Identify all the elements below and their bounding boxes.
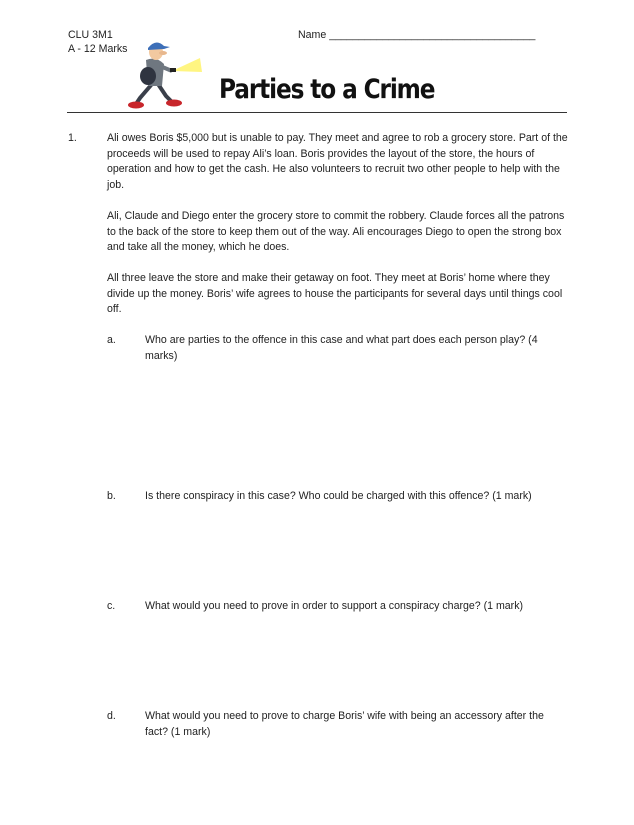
subquestion-c-letter: c. <box>107 600 116 612</box>
course-code: CLU 3M1 <box>68 29 113 41</box>
subquestion-d-text: What would you need to prove to charge Boris’ wife with being an accessory after the fact? (1 mark) <box>145 710 544 738</box>
header-divider <box>67 112 567 113</box>
marks-total: A - 12 Marks <box>68 43 128 55</box>
subquestion-b-text: Is there conspiracy in this case? Who could be charged with this offence? (1 mark) <box>145 490 532 502</box>
worksheet-title: Parties to a Crime <box>219 74 435 105</box>
burglar-illustration-icon <box>126 36 202 110</box>
subquestion-a-text: Who are parties to the offence in this case and what part does each person play? (4 marks) <box>145 334 538 362</box>
question-number: 1. <box>68 132 77 144</box>
scenario-paragraph-1: Ali owes Boris $5,000 but is unable to pay. They meet and agree to rob a grocery store. Part of the proceeds will be used to repay Ali’s loan. Boris provides the layout of the store, the hours of operation and how to get the cash. He also volunteers to recruit two other people to help with the job. <box>107 132 568 191</box>
cartoon-burglar-with-flashlight-icon <box>126 36 202 110</box>
scenario-paragraph-2: Ali, Claude and Diego enter the grocery store to commit the robbery. Claude forces all the patrons to the back of the store to keep them out of the way. Ali encourages Diego to open the strong box and take all the money, which he does. <box>107 210 565 254</box>
scenario-paragraph-3: All three leave the store and make their getaway on foot. They meet at Boris’ home where they divide up the money. Boris’ wife agrees to house the participants for several days until things cool off. <box>107 272 563 316</box>
subquestion-b-letter: b. <box>107 490 116 502</box>
subquestion-c-text: What would you need to prove in order to support a conspiracy charge? (1 mark) <box>145 600 524 612</box>
subquestion-d-letter: d. <box>107 710 116 722</box>
name-field[interactable]: Name ___________________________________ <box>298 29 536 41</box>
subquestion-a-letter: a. <box>107 334 116 346</box>
